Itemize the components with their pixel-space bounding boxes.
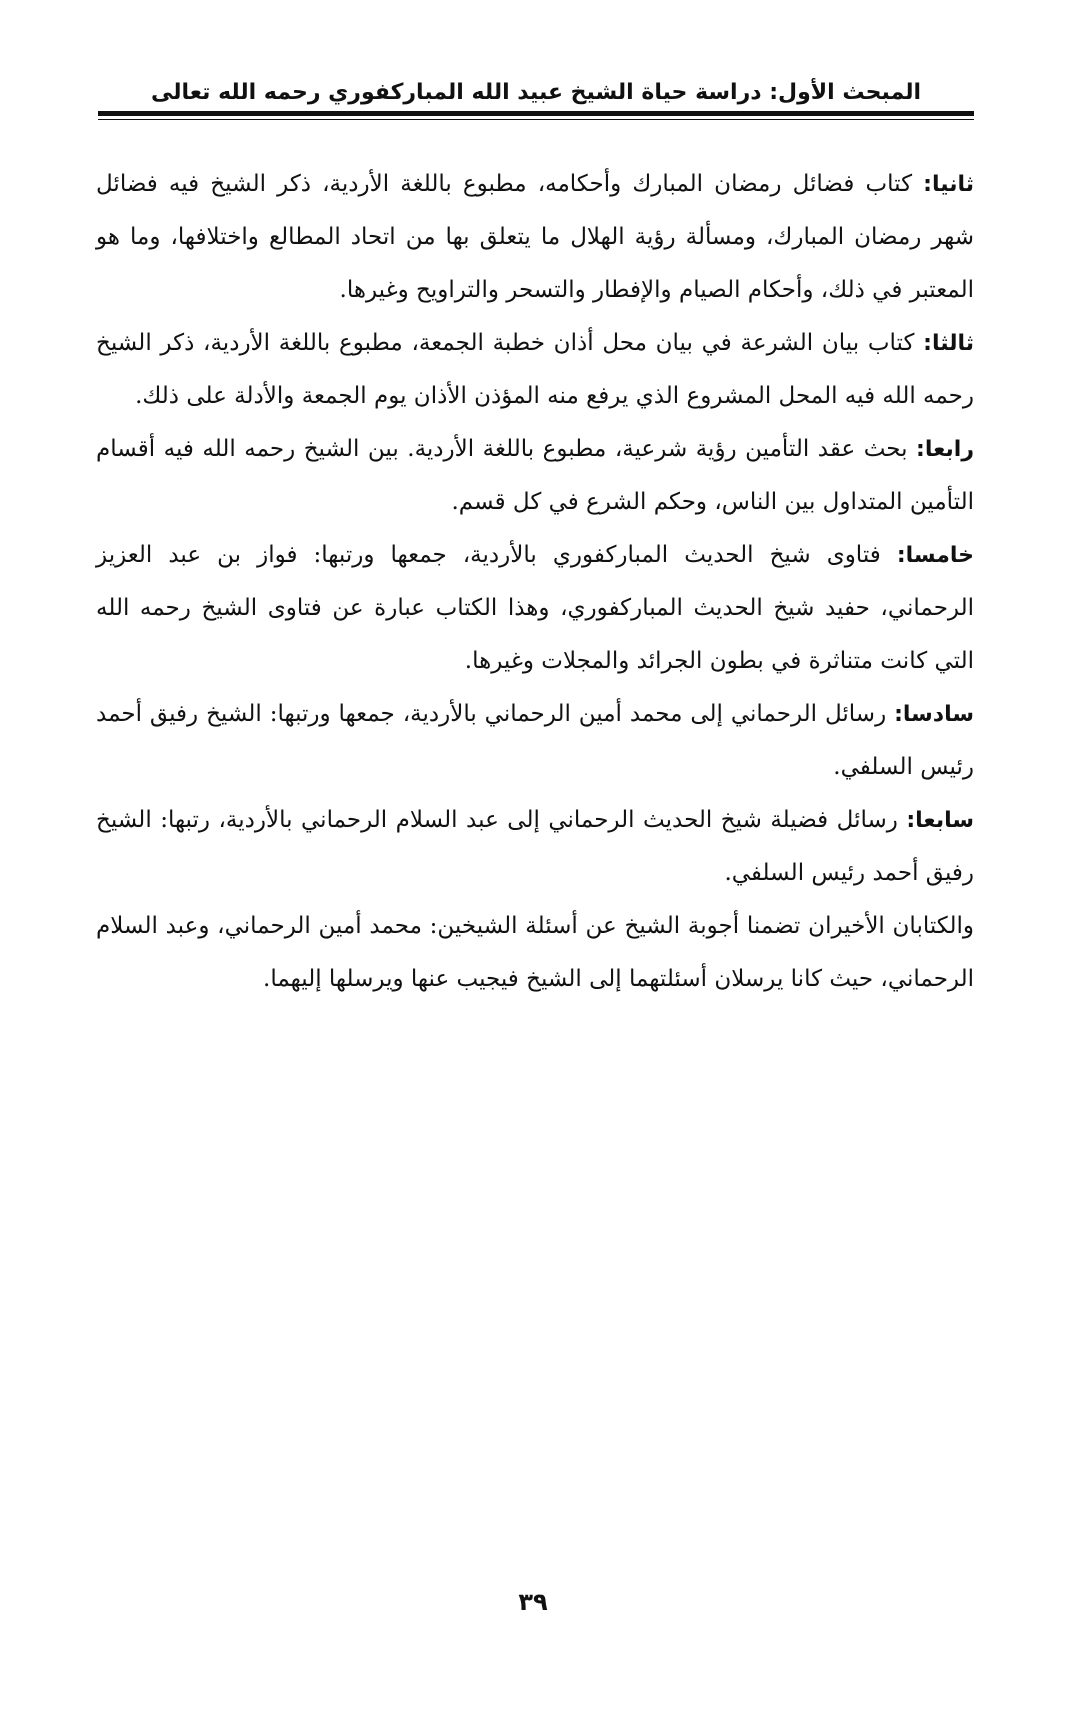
paragraph [96, 529, 974, 688]
paragraph-lead: خامسا: [896, 543, 974, 568]
paragraph [96, 317, 974, 423]
body-text [96, 158, 974, 1006]
paragraph [96, 900, 974, 1006]
paragraph-lead: ثانيا: [923, 172, 974, 197]
header-rule-thin [98, 119, 974, 120]
paragraph-lead: ثالثا: [923, 331, 974, 356]
paragraph [96, 794, 974, 900]
paragraph-lead: سادسا: [894, 702, 974, 727]
paragraph-text: رسائل فضيلة شيخ الحديث الرحماني إلى عبد السلام الرحماني بالأردية، رتبها: الشيخ رفيق أحمد رئيس السلفي. [96, 807, 974, 886]
paragraph-text: فتاوى شيخ الحديث المباركفوري بالأردية، جمعها ورتبها: فواز بن عبد العزيز الرحماني، حفيد شيخ الحديث المباركفوري، وهذا الكتاب عبارة عن فتاوى الشيخ رحمه الله التي كانت متناثرة في بطون الجرائد والمجلات وغيرها. [96, 542, 974, 674]
page-number: ٣٩ [518, 1588, 548, 1616]
paragraph-text: كتاب بيان الشرعة في بيان محل أذان خطبة الجمعة، مطبوع باللغة الأردية، ذكر الشيخ رحمه الله فيه المحل المشروع الذي يرفع منه المؤذن الأذان يوم الجمعة والأدلة على ذلك. [96, 330, 974, 409]
running-header: المبحث الأول: دراسة حياة الشيخ عبيد الله المباركفوري رحمه الله تعالى [150, 80, 922, 105]
paragraph-text: بحث عقد التأمين رؤية شرعية، مطبوع باللغة الأردية. بين الشيخ رحمه الله فيه أقسام التأمين المتداول بين الناس، وحكم الشرع في كل قسم. [96, 436, 974, 515]
paragraph [96, 688, 974, 794]
paragraph-text: رسائل الرحماني إلى محمد أمين الرحماني بالأردية، جمعها ورتبها: الشيخ رفيق أحمد رئيس السلفي. [96, 701, 974, 780]
paragraph [96, 158, 974, 317]
paragraph-text: كتاب فضائل رمضان المبارك وأحكامه، مطبوع باللغة الأردية، ذكر الشيخ فيه فضائل شهر رمضان المبارك، ومسألة رؤية الهلال ما يتعلق بها من اتحاد المطالع واختلافها، وما هو المعتبر في ذلك، وأحكام الصيام والإفطار والتسحر والتراويح وغيرها. [96, 171, 974, 303]
paragraph-lead: رابعا: [916, 437, 974, 462]
paragraph-lead: سابعا: [906, 808, 974, 833]
paragraph-text: والكتابان الأخيران تضمنا أجوبة الشيخ عن أسئلة الشيخين: محمد أمين الرحماني، وعبد السلام الرحماني، حيث كانا يرسلان أسئلتهما إلى الشيخ فيجيب عنها ويرسلها إليهما. [96, 913, 974, 992]
header-rule-thick [98, 111, 974, 116]
paragraph [96, 423, 974, 529]
